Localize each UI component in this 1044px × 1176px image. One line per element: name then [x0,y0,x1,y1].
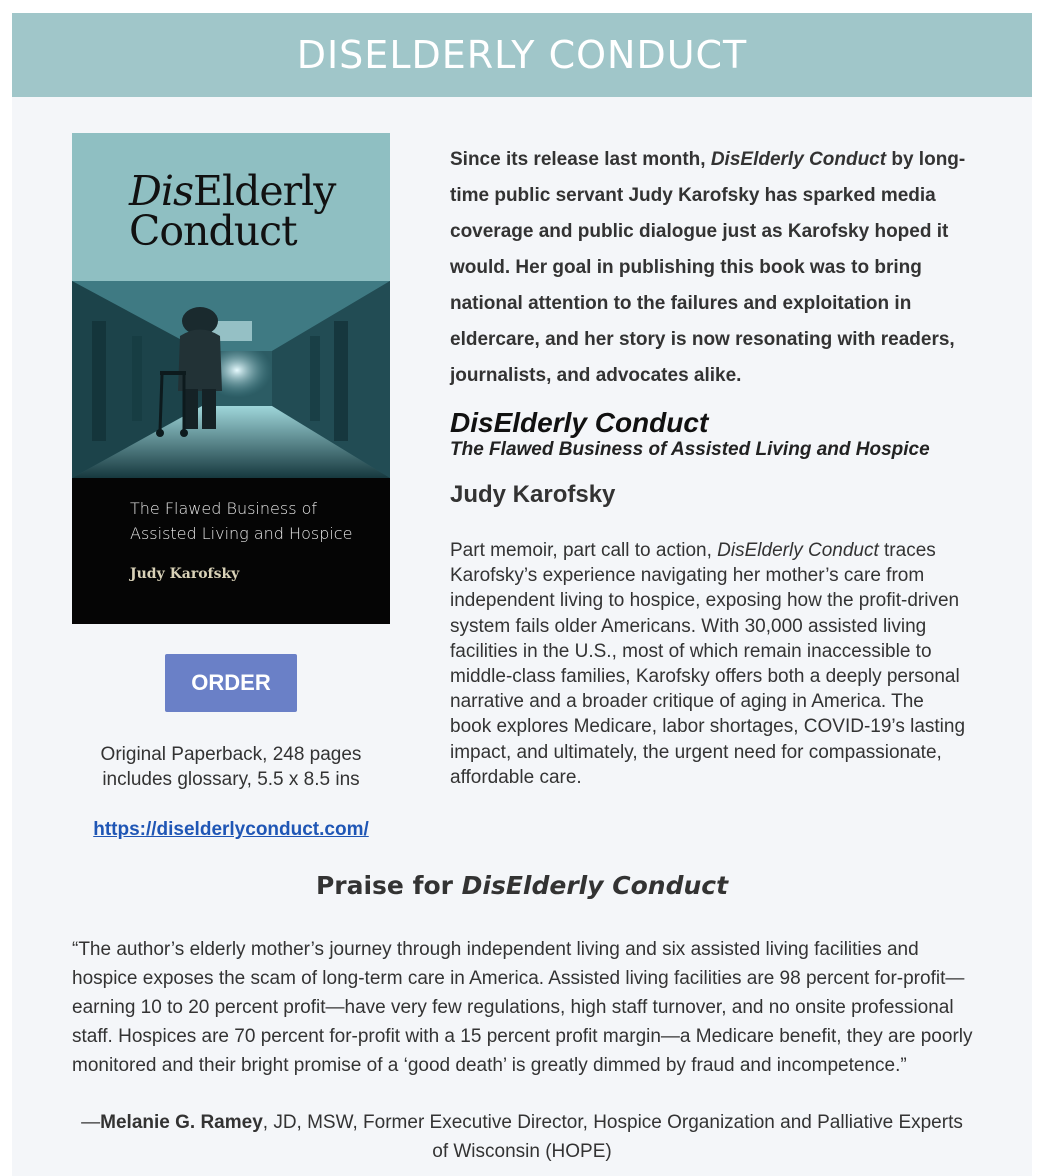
left-column [72,133,390,840]
praise-quote: “The author’s elderly mother’s journey through independent living and six assisted living facilities and hospice exposes the scam of long-term care in America. Assisted living facilities are 98 percent for-profit—earning 10 to 20 percent profit—have very few regulations, high staff turnover, and no onsite professional staff. Hospices are 70 percent for-profit with a 15 percent profit margin—a Medicare benefit, they are poorly monitored and their bright promise of a ‘good death’ is greatly dimmed by fraud and incompetence.” [72,939,973,1076]
cover-subtitle-line2: Assisted Living and Hospice [130,524,353,543]
praise-heading-prefix: Praise for [315,871,462,900]
cover-title-rest: Elderly [193,167,336,215]
intro-book-title: DisElderly Conduct [710,149,887,170]
header-banner [12,13,1032,97]
cover-title [129,167,336,255]
cover-subtitle-panel [72,478,390,624]
details-line2: includes glossary, 5.5 x 8.5 ins [102,769,360,790]
cover-subtitle [130,496,352,546]
praise-heading [12,871,1032,900]
book-title: DisElderly Conduct [450,407,709,438]
hallway-illustration [72,281,390,478]
cover-subtitle-line1: The Flawed Business of [130,499,318,518]
book-description [450,538,970,790]
desc-text-2: traces Karofsky’s experience navigating her mother’s care from independent living to hospice, exposing how the profit-driven system fails older Americans. With 30,000 assisted living facilities in the U.S., most of which remain inaccessible to middle-class families, Karofsky offers both a deeply personal narrative and a broader critique of aging in America. The book explores Medicare, labor shortages, COVID-19’s lasting impact, and ultimately, the urgent need for compassionate, affordable care. [450,540,966,788]
attribution-name: Melanie G. Ramey [100,1112,263,1133]
praise-attribution [72,1108,972,1166]
order-button[interactable]: ORDER [165,654,297,712]
cover-title-panel [72,133,390,281]
desc-book-title: DisElderly Conduct [717,540,879,561]
cover-author: Judy Karofsky [130,566,240,582]
attribution-dash: — [81,1112,101,1133]
praise-heading-title: DisElderly Conduct [461,871,729,900]
newsletter-page [12,13,1032,1176]
banner-title: DISELDERLY CONDUCT [296,33,748,77]
book-subtitle: The Flawed Business of Assisted Living and Hospice [450,439,930,460]
book-cover-image[interactable] [72,133,390,624]
website-link[interactable]: https://diselderlyconduct.com/ [93,819,369,840]
book-details [72,742,390,792]
details-line1: Original Paperback, 248 pages [100,744,362,765]
cover-title-line2: Conduct [129,207,297,255]
intro-text-2: by long-time public servant Judy Karofsky has sparked media coverage and public dialogue just as Karofsky hoped it would. Her goal in publishing this book was to bring national attention to the failures and exploitation in eldercare, and her story is now resonating with readers, journalists, and advocates alike. [450,149,966,386]
right-column [450,142,970,790]
intro-text-1: Since its release last month, [450,149,711,170]
intro-paragraph [450,142,970,394]
desc-text-1: Part memoir, part call to action, [450,540,718,561]
cover-hallway-photo [72,281,390,478]
attribution-credentials: , JD, MSW, Former Executive Director, Hospice Organization and Palliative Experts of Wisconsin (HOPE) [262,1112,963,1162]
cover-title-italic: Dis [129,167,194,215]
book-author: Judy Karofsky [450,481,616,508]
